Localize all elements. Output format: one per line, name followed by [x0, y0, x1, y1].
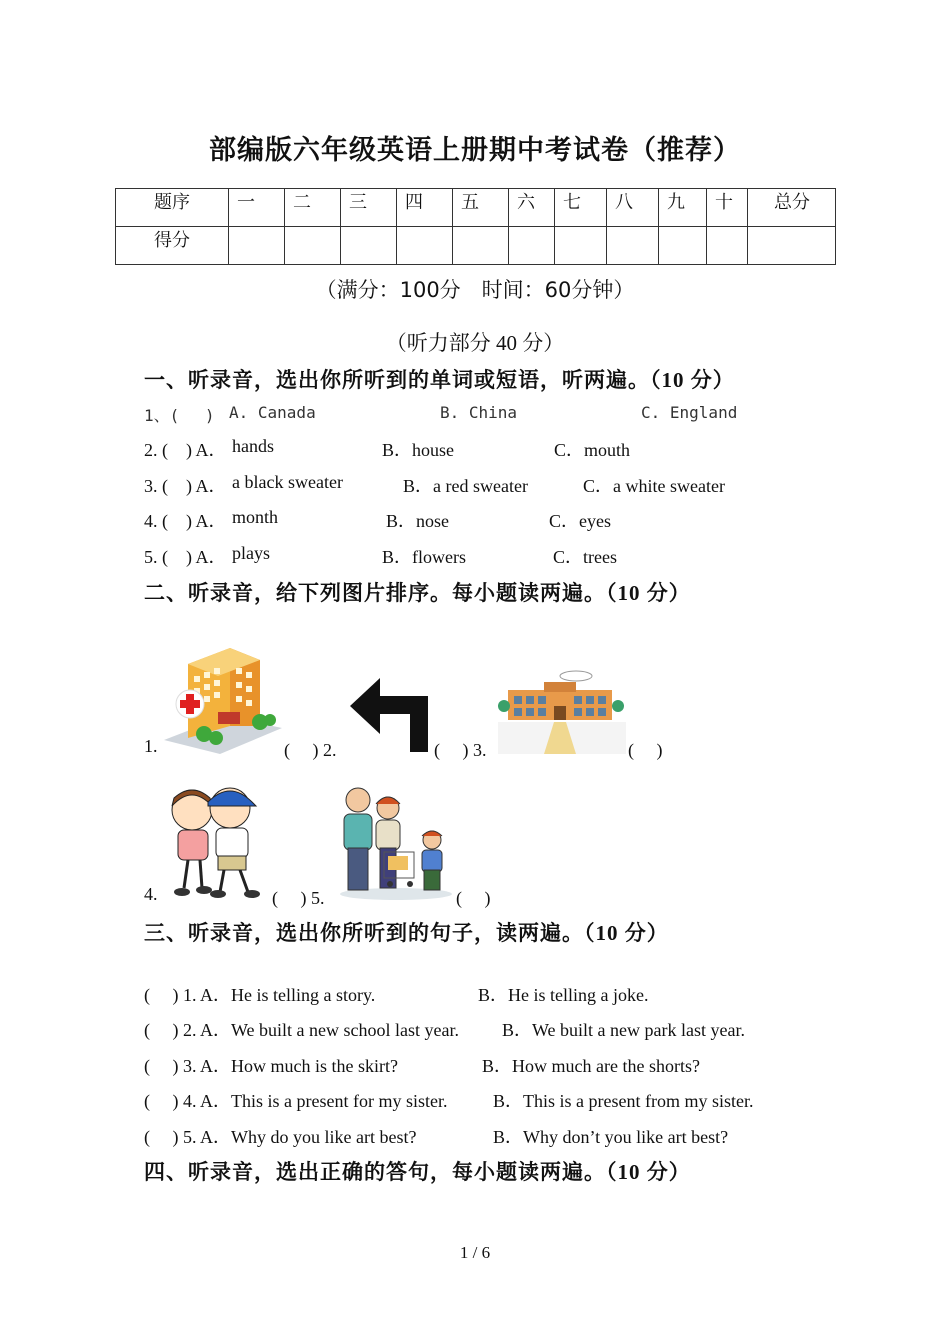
score-header-cell: 总分	[748, 189, 836, 227]
question-1-option-c: C. England	[641, 403, 738, 422]
question-3-number: 3. ( ) A．	[144, 476, 227, 496]
score-table	[115, 188, 836, 265]
question-4-option-b: B．nose	[386, 511, 449, 531]
score-cell[interactable]	[341, 227, 397, 265]
hospital-picture	[160, 642, 282, 754]
picture-2-label: ( ) 2.	[284, 740, 337, 760]
score-row-label: 得分	[116, 227, 229, 265]
page-number: 1 / 6	[459, 1243, 491, 1262]
score-cell[interactable]	[707, 227, 748, 265]
score-cell[interactable]	[659, 227, 707, 265]
sentence-2-option-b: B．We built a new park last year.	[502, 1020, 745, 1040]
question-1-option-a: A. Canada	[229, 403, 316, 422]
question-5-option-b: B．flowers	[382, 547, 466, 567]
section-3-heading: 三、听录音，选出你所听到的句子，读两遍。（10 分）	[144, 921, 669, 945]
sentence-2-option-a: ( ) 2. A．We built a new school last year.	[144, 1020, 459, 1040]
score-cell[interactable]	[607, 227, 659, 265]
score-header-cell: 二	[285, 189, 341, 227]
children-picture	[160, 780, 268, 900]
listening-part-label: （听力部分 40 分）	[385, 331, 565, 355]
picture-3-blank: ( )	[628, 740, 663, 760]
score-header-cell: 七	[555, 189, 607, 227]
score-header-cell: 五	[453, 189, 509, 227]
picture-4-label: 4.	[144, 884, 158, 904]
page-title: 部编版六年级英语上册期中考试卷（推荐）	[209, 135, 741, 166]
turn-left-arrow-picture	[348, 676, 432, 754]
sentence-5-option-b: B．Why don’t you like art best?	[493, 1127, 729, 1147]
question-4-number: 4. ( ) A．	[144, 511, 227, 531]
sentence-1-option-b: B．He is telling a joke.	[478, 985, 649, 1005]
score-table-score-row	[116, 227, 836, 265]
question-1-number: 1、( )	[144, 406, 215, 425]
question-3-option-b: B．a red sweater	[403, 476, 528, 496]
question-1-option-b: B. China	[440, 403, 518, 422]
picture-3-label: ( ) 3.	[434, 740, 487, 760]
question-2-option-a: hands	[232, 436, 274, 456]
sentence-5-option-a: ( ) 5. A．Why do you like art best?	[144, 1127, 417, 1147]
sentence-4-option-a: ( ) 4. A．This is a present for my sister.	[144, 1091, 448, 1111]
section-2-heading: 二、听录音，给下列图片排序。每小题读两遍。（10 分）	[144, 581, 691, 605]
score-cell[interactable]	[509, 227, 555, 265]
section-4-heading: 四、听录音，选出正确的答句，每小题读两遍。（10 分）	[144, 1160, 691, 1184]
score-cell[interactable]	[285, 227, 341, 265]
picture-5-label: ( ) 5.	[272, 888, 325, 908]
score-header-cell: 四	[397, 189, 453, 227]
score-header-cell: 九	[659, 189, 707, 227]
question-2-option-c: C．mouth	[554, 440, 631, 460]
question-4-option-c: C．eyes	[549, 511, 611, 531]
question-5-number: 5. ( ) A．	[144, 547, 227, 567]
sentence-1-option-a: ( ) 1. A．He is telling a story.	[144, 985, 376, 1005]
score-cell[interactable]	[453, 227, 509, 265]
picture-1-label: 1.	[144, 736, 158, 756]
question-4-option-a: month	[232, 507, 279, 527]
score-header-cell: 题序	[116, 189, 229, 227]
score-cell[interactable]	[397, 227, 453, 265]
score-table-header-row	[116, 189, 836, 227]
score-header-cell: 六	[509, 189, 555, 227]
question-3-option-a: a black sweater	[232, 472, 343, 492]
picture-5-blank: ( )	[456, 888, 491, 908]
family-shopping-picture	[336, 784, 454, 902]
question-2-number: 2. ( ) A．	[144, 440, 227, 460]
sentence-4-option-b: B．This is a present from my sister.	[493, 1091, 754, 1111]
sentence-3-option-a: ( ) 3. A．How much is the skirt?	[144, 1056, 398, 1076]
sentence-3-option-b: B．How much are the shorts?	[482, 1056, 700, 1076]
question-5-option-a: plays	[232, 543, 270, 563]
score-header-cell: 八	[607, 189, 659, 227]
exam-subtitle: （满分：100分 时间：60分钟）	[315, 278, 635, 302]
section-1-heading: 一、听录音，选出你所听到的单词或短语，听两遍。（10 分）	[144, 368, 735, 392]
question-5-option-c: C．trees	[553, 547, 617, 567]
score-cell[interactable]	[555, 227, 607, 265]
score-header-cell: 一	[229, 189, 285, 227]
score-cell[interactable]	[229, 227, 285, 265]
question-3-option-c: C．a white sweater	[583, 476, 725, 496]
question-2-option-b: B．house	[382, 440, 454, 460]
score-header-cell: 十	[707, 189, 748, 227]
school-picture	[498, 668, 626, 756]
score-cell[interactable]	[748, 227, 836, 265]
score-header-cell: 三	[341, 189, 397, 227]
